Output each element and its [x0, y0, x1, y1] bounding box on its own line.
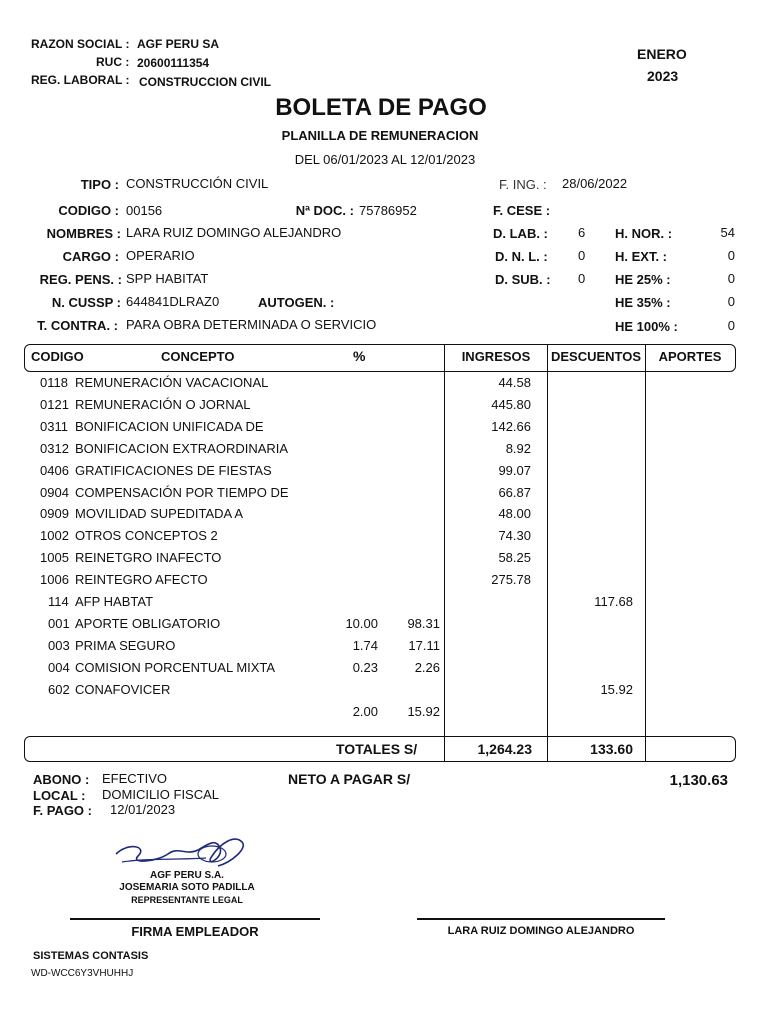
- table-cell-ingreso: 445.80: [491, 397, 531, 412]
- table-cell-pct: 0.23: [352, 660, 378, 675]
- col-header-descuentos: DESCUENTOS: [550, 349, 642, 364]
- table-cell-amt: 98.31: [407, 616, 440, 631]
- table-cell-concept: COMPENSACIÓN POR TIEMPO DE: [75, 485, 289, 500]
- autogen-label: AUTOGEN. :: [258, 295, 335, 310]
- table-cell-pct: 1.74: [352, 638, 378, 653]
- fing-label: F. ING. :: [499, 177, 547, 192]
- employee-signature-label: LARA RUIZ DOMINGO ALEJANDRO: [447, 925, 635, 937]
- dnl-value: 0: [578, 248, 586, 263]
- table-cell-concept: OTROS CONCEPTOS 2: [75, 528, 218, 543]
- totals-label: TOTALES S/: [336, 741, 418, 757]
- dnl-label: D. N. L. :: [495, 249, 548, 264]
- dlab-value: 6: [578, 225, 586, 240]
- table-cell-concept: REMUNERACIÓN O JORNAL: [75, 397, 251, 412]
- tipo-value: CONSTRUCCIÓN CIVIL: [126, 176, 269, 191]
- table-cell-ingreso: 8.92: [505, 441, 531, 456]
- employer-signature-line: [70, 918, 320, 920]
- table-cell-descuento: 15.92: [600, 682, 633, 697]
- table-cell-ingreso: 48.00: [498, 506, 531, 521]
- table-cell-ingreso: 275.78: [491, 572, 531, 587]
- table-cell-concept: MOVILIDAD SUPEDITADA A: [75, 506, 244, 521]
- table-cell-ingreso: 142.66: [491, 419, 531, 434]
- table-cell-concept: CONAFOVICER: [75, 682, 171, 697]
- cargo-label: CARGO :: [62, 249, 119, 264]
- he25-label: HE 25% :: [615, 272, 671, 287]
- table-cell-concept: REINTEGRO AFECTO: [75, 572, 208, 587]
- col-divider-aportes: [645, 344, 646, 762]
- table-cell-code: 0312: [40, 441, 69, 456]
- document-subtitle: PLANILLA DE REMUNERACION: [281, 128, 479, 143]
- ndoc-value: 75786952: [359, 203, 417, 218]
- neto-value: 1,130.63: [669, 772, 728, 789]
- table-cell-concept: REINETGRO INAFECTO: [75, 550, 222, 565]
- nombres-label: NOMBRES :: [46, 226, 121, 241]
- table-cell-ingreso: 74.30: [498, 528, 531, 543]
- period-month: ENERO: [637, 46, 687, 62]
- period-year: 2023: [647, 68, 679, 84]
- local-value: DOMICILIO FISCAL: [102, 787, 220, 802]
- razon-social-label: RAZON SOCIAL :: [31, 37, 130, 51]
- table-cell-code: 001: [48, 616, 70, 631]
- reg-laboral-label: REG. LABORAL :: [31, 73, 130, 87]
- table-cell-code: 0121: [40, 397, 69, 412]
- table-cell-concept: PRIMA SEGURO: [75, 638, 176, 653]
- he35-value: 0: [727, 294, 735, 309]
- table-cell-concept: BONIFICACION EXTRAORDINARIA: [75, 441, 289, 456]
- fpago-value: 12/01/2023: [110, 802, 176, 817]
- neto-label: NETO A PAGAR S/: [288, 771, 411, 787]
- col-header-ingresos: INGRESOS: [461, 349, 531, 364]
- col-header-pct: %: [353, 348, 366, 364]
- footer-system: SISTEMAS CONTASIS: [33, 950, 149, 962]
- stamp-company: AGF PERU S.A.: [150, 870, 224, 881]
- table-cell-amt: 15.92: [407, 704, 440, 719]
- footer-code: WD-WCC6Y3VHUHHJ: [31, 968, 134, 979]
- razon-social-value: AGF PERU SA: [137, 37, 220, 51]
- dlab-label: D. LAB. :: [493, 226, 548, 241]
- ncussp-label: N. CUSSP :: [51, 295, 121, 310]
- he35-label: HE 35% :: [615, 295, 671, 310]
- col-header-codigo: CODIGO: [31, 349, 84, 364]
- date-range: DEL 06/01/2023 AL 12/01/2023: [294, 152, 476, 167]
- table-cell-code: 1005: [40, 550, 69, 565]
- codigo-value: 00156: [126, 203, 163, 218]
- table-cell-ingreso: 99.07: [498, 463, 531, 478]
- tcontra-label: T. CONTRA. :: [37, 318, 118, 333]
- table-cell-code: 114: [48, 594, 69, 609]
- table-cell-code: 0904: [40, 485, 69, 500]
- table-cell-code: 0406: [40, 463, 69, 478]
- col-header-concepto: CONCEPTO: [161, 349, 235, 364]
- table-cell-ingreso: 66.87: [498, 485, 531, 500]
- table-cell-code: 1006: [40, 572, 69, 587]
- hext-label: H. EXT. :: [615, 249, 668, 264]
- table-cell-code: 0909: [40, 506, 69, 521]
- dsub-value: 0: [578, 271, 586, 286]
- col-divider-descuentos: [547, 344, 548, 762]
- tcontra-value: PARA OBRA DETERMINADA O SERVICIO: [126, 317, 377, 332]
- fpago-label: F. PAGO :: [33, 803, 92, 818]
- table-cell-pct: 10.00: [345, 616, 378, 631]
- hnor-value: 54: [720, 225, 735, 240]
- table-cell-amt: 17.11: [408, 638, 440, 653]
- totals-descuentos: 133.60: [590, 741, 633, 757]
- col-header-aportes: APORTES: [658, 349, 722, 364]
- table-cell-pct: 2.00: [352, 704, 378, 719]
- table-cell-concept: AFP HABTAT: [75, 594, 154, 609]
- table-cell-concept: BONIFICACION UNIFICADA DE: [75, 419, 264, 434]
- stamp-role: REPRESENTANTE LEGAL: [131, 895, 243, 905]
- ruc-label: RUC :: [96, 55, 130, 69]
- reg-laboral-value: CONSTRUCCION CIVIL: [139, 75, 271, 89]
- he25-value: 0: [727, 271, 735, 286]
- table-cell-code: 0311: [40, 419, 68, 434]
- fcese-label: F. CESE :: [493, 203, 551, 218]
- table-cell-amt: 2.26: [414, 660, 440, 675]
- table-cell-code: 0118: [40, 375, 68, 390]
- abono-value: EFECTIVO: [102, 771, 168, 786]
- table-cell-code: 003: [48, 638, 70, 653]
- totals-ingresos: 1,264.23: [477, 741, 532, 757]
- table-cell-code: 602: [48, 682, 70, 697]
- dsub-label: D. SUB. :: [495, 272, 551, 287]
- nombres-value: LARA RUIZ DOMINGO ALEJANDRO: [126, 225, 342, 240]
- hext-value: 0: [727, 248, 735, 263]
- table-cell-concept: GRATIFICACIONES DE FIESTAS: [75, 463, 272, 478]
- ncussp-value: 644841DLRAZ0: [126, 294, 220, 309]
- tipo-label: TIPO :: [80, 177, 119, 192]
- fing-value: 28/06/2022: [562, 176, 628, 191]
- table-cell-concept: APORTE OBLIGATORIO: [75, 616, 221, 631]
- table-cell-ingreso: 58.25: [498, 550, 531, 565]
- codigo-label: CODIGO :: [58, 203, 119, 218]
- cargo-value: OPERARIO: [126, 248, 195, 263]
- ndoc-label: Nª DOC. :: [295, 203, 354, 218]
- document-title: BOLETA DE PAGO: [275, 94, 487, 121]
- table-cell-descuento: 117.68: [594, 594, 633, 609]
- regpens-label: REG. PENS. :: [39, 272, 122, 287]
- table-cell-code: 004: [48, 660, 70, 675]
- regpens-value: SPP HABITAT: [126, 271, 209, 286]
- hnor-label: H. NOR. :: [615, 226, 673, 241]
- he100-label: HE 100% :: [615, 319, 678, 334]
- he100-value: 0: [727, 318, 735, 333]
- table-cell-concept: COMISION PORCENTUAL MIXTA: [75, 660, 276, 675]
- stamp-name: JOSEMARIA SOTO PADILLA: [119, 882, 255, 893]
- abono-label: ABONO :: [33, 772, 90, 787]
- table-cell-code: 1002: [40, 528, 69, 543]
- table-cell-ingreso: 44.58: [498, 375, 531, 390]
- employee-signature-line: [417, 918, 665, 920]
- employer-signature-label: FIRMA EMPLEADOR: [131, 924, 259, 939]
- local-label: LOCAL :: [33, 788, 86, 803]
- table-cell-concept: REMUNERACIÓN VACACIONAL: [75, 375, 269, 390]
- ruc-value: 20600111354: [137, 56, 210, 70]
